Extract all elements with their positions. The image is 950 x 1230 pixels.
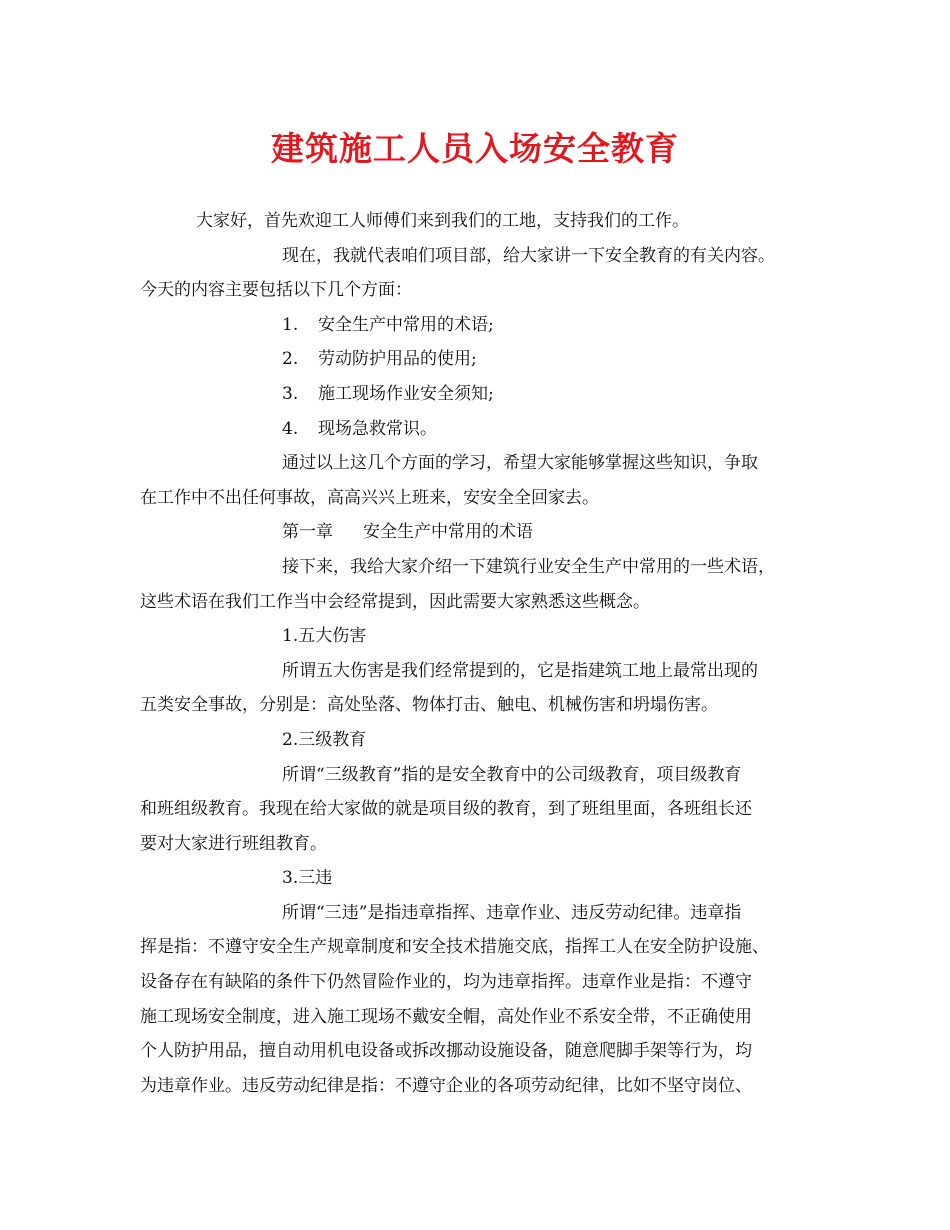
list-item-text: 安全生产中常用的术语; — [318, 314, 494, 335]
paragraph-line: 设备存在有缺陷的条件下仍然冒险作业的，均为违章指挥。违章作业是指：不遵守 — [140, 972, 752, 993]
list-number: 3. — [282, 383, 299, 404]
chapter-number: 第一章 — [282, 522, 333, 543]
paragraph-intro-line: 现在，我就代表咱们项目部，给大家讲一下安全教育的有关内容。 — [282, 245, 775, 266]
paragraph-line: 接下来，我给大家介绍一下建筑行业安全生产中常用的一些术语， — [282, 556, 775, 577]
paragraph-intro-line: 今天的内容主要包括以下几个方面： — [140, 280, 412, 301]
list-item — [140, 377, 828, 412]
chapter-title: 安全生产中常用的术语 — [363, 522, 533, 543]
paragraph-line: 五类安全事故，分别是：高处坠落、物体打击、触电、机械伤害和坍塌伤害。 — [140, 695, 718, 716]
list-item — [140, 342, 828, 377]
document-body — [140, 204, 828, 1103]
paragraph-line: 通过以上这几个方面的学习，希望大家能够掌握这些知识，争取 — [282, 453, 758, 474]
list-item-text: 施工现场作业安全须知; — [318, 383, 494, 404]
paragraph-line: 要对大家进行班组教育。 — [140, 833, 327, 854]
paragraph-line: 挥是指：不遵守安全生产规章制度和安全技术措施交底，指挥工人在安全防护设施、 — [140, 937, 769, 958]
section-heading: 2.三级教育 — [282, 729, 367, 750]
paragraph-line: 这些术语在我们工作当中会经常提到，因此需要大家熟悉这些概念。 — [140, 591, 650, 612]
paragraph-line: 为违章作业。违反劳动纪律是指：不遵守企业的各项劳动纪律，比如不坚守岗位、 — [140, 1075, 752, 1096]
paragraph-line: 所谓五大伤害是我们经常提到的，它是指建筑工地上最常出现的 — [282, 660, 758, 681]
paragraph-line: 所谓“三违”是指违章指挥、违章作业、违反劳动纪律。违章指 — [282, 902, 742, 923]
section-heading: 3.三违 — [282, 868, 333, 889]
section-heading: 1.五大伤害 — [282, 626, 367, 647]
paragraph-greeting: 大家好，首先欢迎工人师傅们来到我们的工地，支持我们的工作。 — [196, 211, 689, 231]
list-item — [140, 412, 828, 447]
list-item-text: 现场急救常识。 — [318, 418, 437, 439]
paragraph-line: 个人防护用品，擅自动用机电设备或拆改挪动设施设备，随意爬脚手架等行为，均 — [140, 1041, 752, 1062]
list-item-text: 劳动防护用品的使用; — [318, 349, 477, 370]
paragraph-line: 所谓“三级教育”指的是安全教育中的公司级教育，项目级教育 — [282, 764, 742, 785]
document-title: 建筑施工人员入场安全教育 — [271, 129, 679, 168]
chapter-heading — [140, 515, 828, 550]
list-number: 1. — [282, 314, 299, 335]
list-number: 4. — [282, 418, 299, 439]
paragraph-line: 在工作中不出任何事故，高高兴兴上班来，安安全全回家去。 — [140, 487, 599, 508]
list-item — [140, 308, 828, 343]
paragraph-line: 施工现场安全制度，进入施工现场不戴安全帽，高处作业不系安全带，不正确使用 — [140, 1006, 752, 1027]
list-number: 2. — [282, 349, 299, 370]
paragraph-line: 和班组级教育。我现在给大家做的就是项目级的教育，到了班组里面，各班组长还 — [140, 799, 752, 820]
